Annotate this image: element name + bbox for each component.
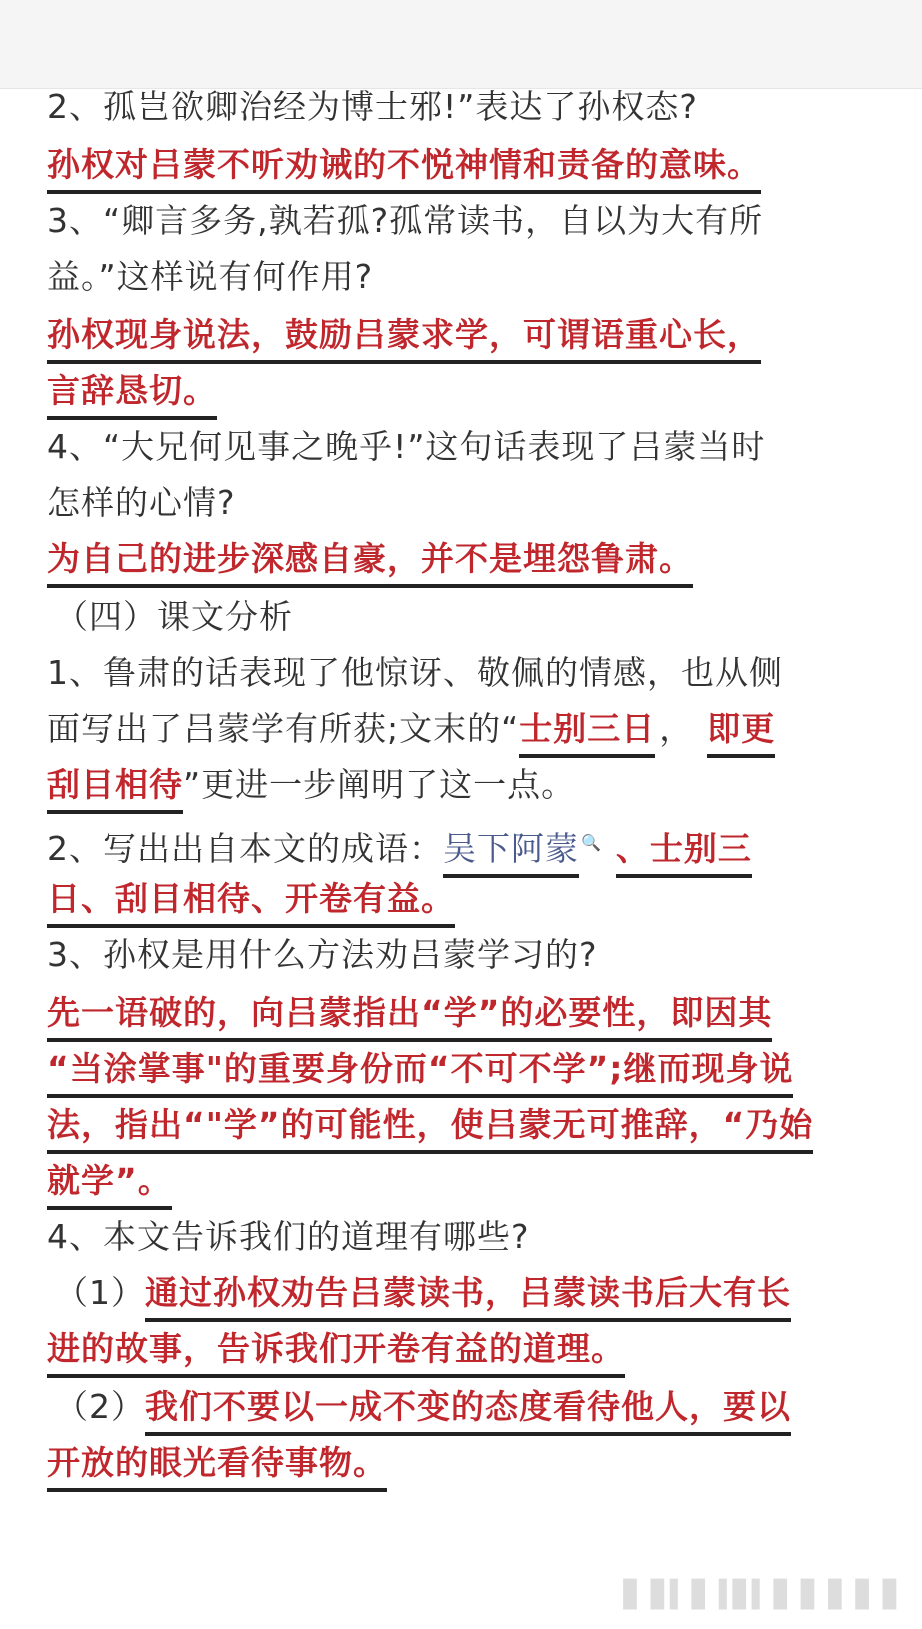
search-icon[interactable]: 🔍 (581, 833, 602, 852)
analysis-3-question: 3、孙权是用什么方法劝吕蒙学习的? (47, 935, 598, 974)
analysis-4-point-2-line-1 (55, 1378, 791, 1436)
q4-question-2: 怎样的心情? (47, 483, 236, 522)
top-bar (0, 0, 922, 89)
analysis-1-tail: ”更进一步阐明了这一点。 (183, 765, 576, 804)
section-title: （四）课文分析 (55, 597, 293, 636)
analysis-1-comma: ， (659, 709, 694, 748)
analysis-3-answer-line-2 (47, 1040, 793, 1098)
point-1-answer-1: 通过孙权劝告吕蒙读书，吕蒙读书后大有长 (145, 1268, 791, 1322)
analysis-4-point-1-line-2 (47, 1320, 625, 1378)
analysis-2-line-2 (47, 870, 455, 928)
idiom-list-rest: 日、刮目相待、开卷有益。 (47, 874, 455, 928)
analysis-3-answer-3: 法，指出“"学”的可能性，使吕蒙无可推辞，“乃始 (47, 1100, 813, 1154)
analysis-3-answer-4: 就学”。 (47, 1156, 172, 1210)
analysis-1-text: 面写出了吕蒙学有所获;文末的“ (47, 709, 520, 748)
q4-answer-line (47, 530, 693, 588)
point-1-answer-2: 进的故事，告诉我们开卷有益的道理。 (47, 1324, 625, 1378)
analysis-4-point-1-line-1 (55, 1264, 791, 1322)
analysis-4-point-2-line-2 (47, 1434, 387, 1492)
q4-answer: 为自己的进步深感自豪，并不是埋怨鲁肃。 (47, 534, 693, 588)
q3-answer-1: 孙权现身说法，鼓励吕蒙求学，可谓语重心长， (47, 310, 761, 364)
analysis-1-line-1: 1、鲁肃的话表现了他惊讶、敬佩的情感，也从侧 (47, 653, 783, 692)
highlight-guamu-xiangdai: 刮目相待 (47, 760, 183, 814)
highlight-jigeng: 即更 (707, 704, 775, 758)
footer (0, 1570, 922, 1629)
point-2-answer-1: 我们不要以一成不变的态度看待他人，要以 (145, 1382, 791, 1436)
watermark: ▐▌▐▌▌▐▌▐▐▌▌▐▌▐▌▐▌▐▌▐▌ (615, 1580, 902, 1610)
q3-question-2: 益。”这样说有何作用? (47, 257, 374, 296)
analysis-3-answer-line-1 (47, 984, 772, 1042)
analysis-3-answer-line-3 (47, 1096, 813, 1154)
q3-answer-2: 言辞恳切。 (47, 366, 217, 420)
analysis-1-line-3 (47, 756, 575, 814)
point-2-answer-2: 开放的眼光看待事物。 (47, 1438, 387, 1492)
analysis-1-line-2 (47, 700, 775, 758)
analysis-2-line-1 (47, 814, 752, 872)
analysis-2-prompt: 2、写出出自本文的成语： (47, 829, 443, 868)
q3-answer-line-1 (47, 306, 761, 364)
idiom-shibie-san: 、士别三 (616, 824, 752, 878)
q3-answer-line-2 (47, 362, 217, 420)
analysis-3-answer-1: 先一语破的，向吕蒙指出“学”的必要性，即因其 (47, 988, 772, 1042)
highlight-shibie-sanri: 士别三日 (519, 704, 655, 758)
q4-question-1: 4、“大兄何见事之晚乎!”这句话表现了吕蒙当时 (47, 427, 766, 466)
analysis-3-answer-line-4 (47, 1152, 172, 1210)
q2-question: 2、孤岂欲卿治经为博士邪!”表达了孙权态? (47, 87, 698, 126)
q2-answer: 孙权对吕蒙不听劝诫的不悦神情和责备的意味。 (47, 140, 761, 194)
q3-question-1: 3、“卿言多务,孰若孤?孤常读书，自以为大有所 (47, 201, 764, 240)
analysis-4-question: 4、本文告诉我们的道理有哪些? (47, 1217, 530, 1256)
point-2-label: （2） (55, 1387, 145, 1426)
idiom-link-wuxia-ameng[interactable]: 吴下阿蒙 (443, 824, 579, 878)
point-1-label: （1） (55, 1273, 145, 1312)
analysis-3-answer-2: “当涂掌事"的重要身份而“不可不学”;继而现身说 (47, 1044, 793, 1098)
q2-answer-line (47, 136, 761, 194)
